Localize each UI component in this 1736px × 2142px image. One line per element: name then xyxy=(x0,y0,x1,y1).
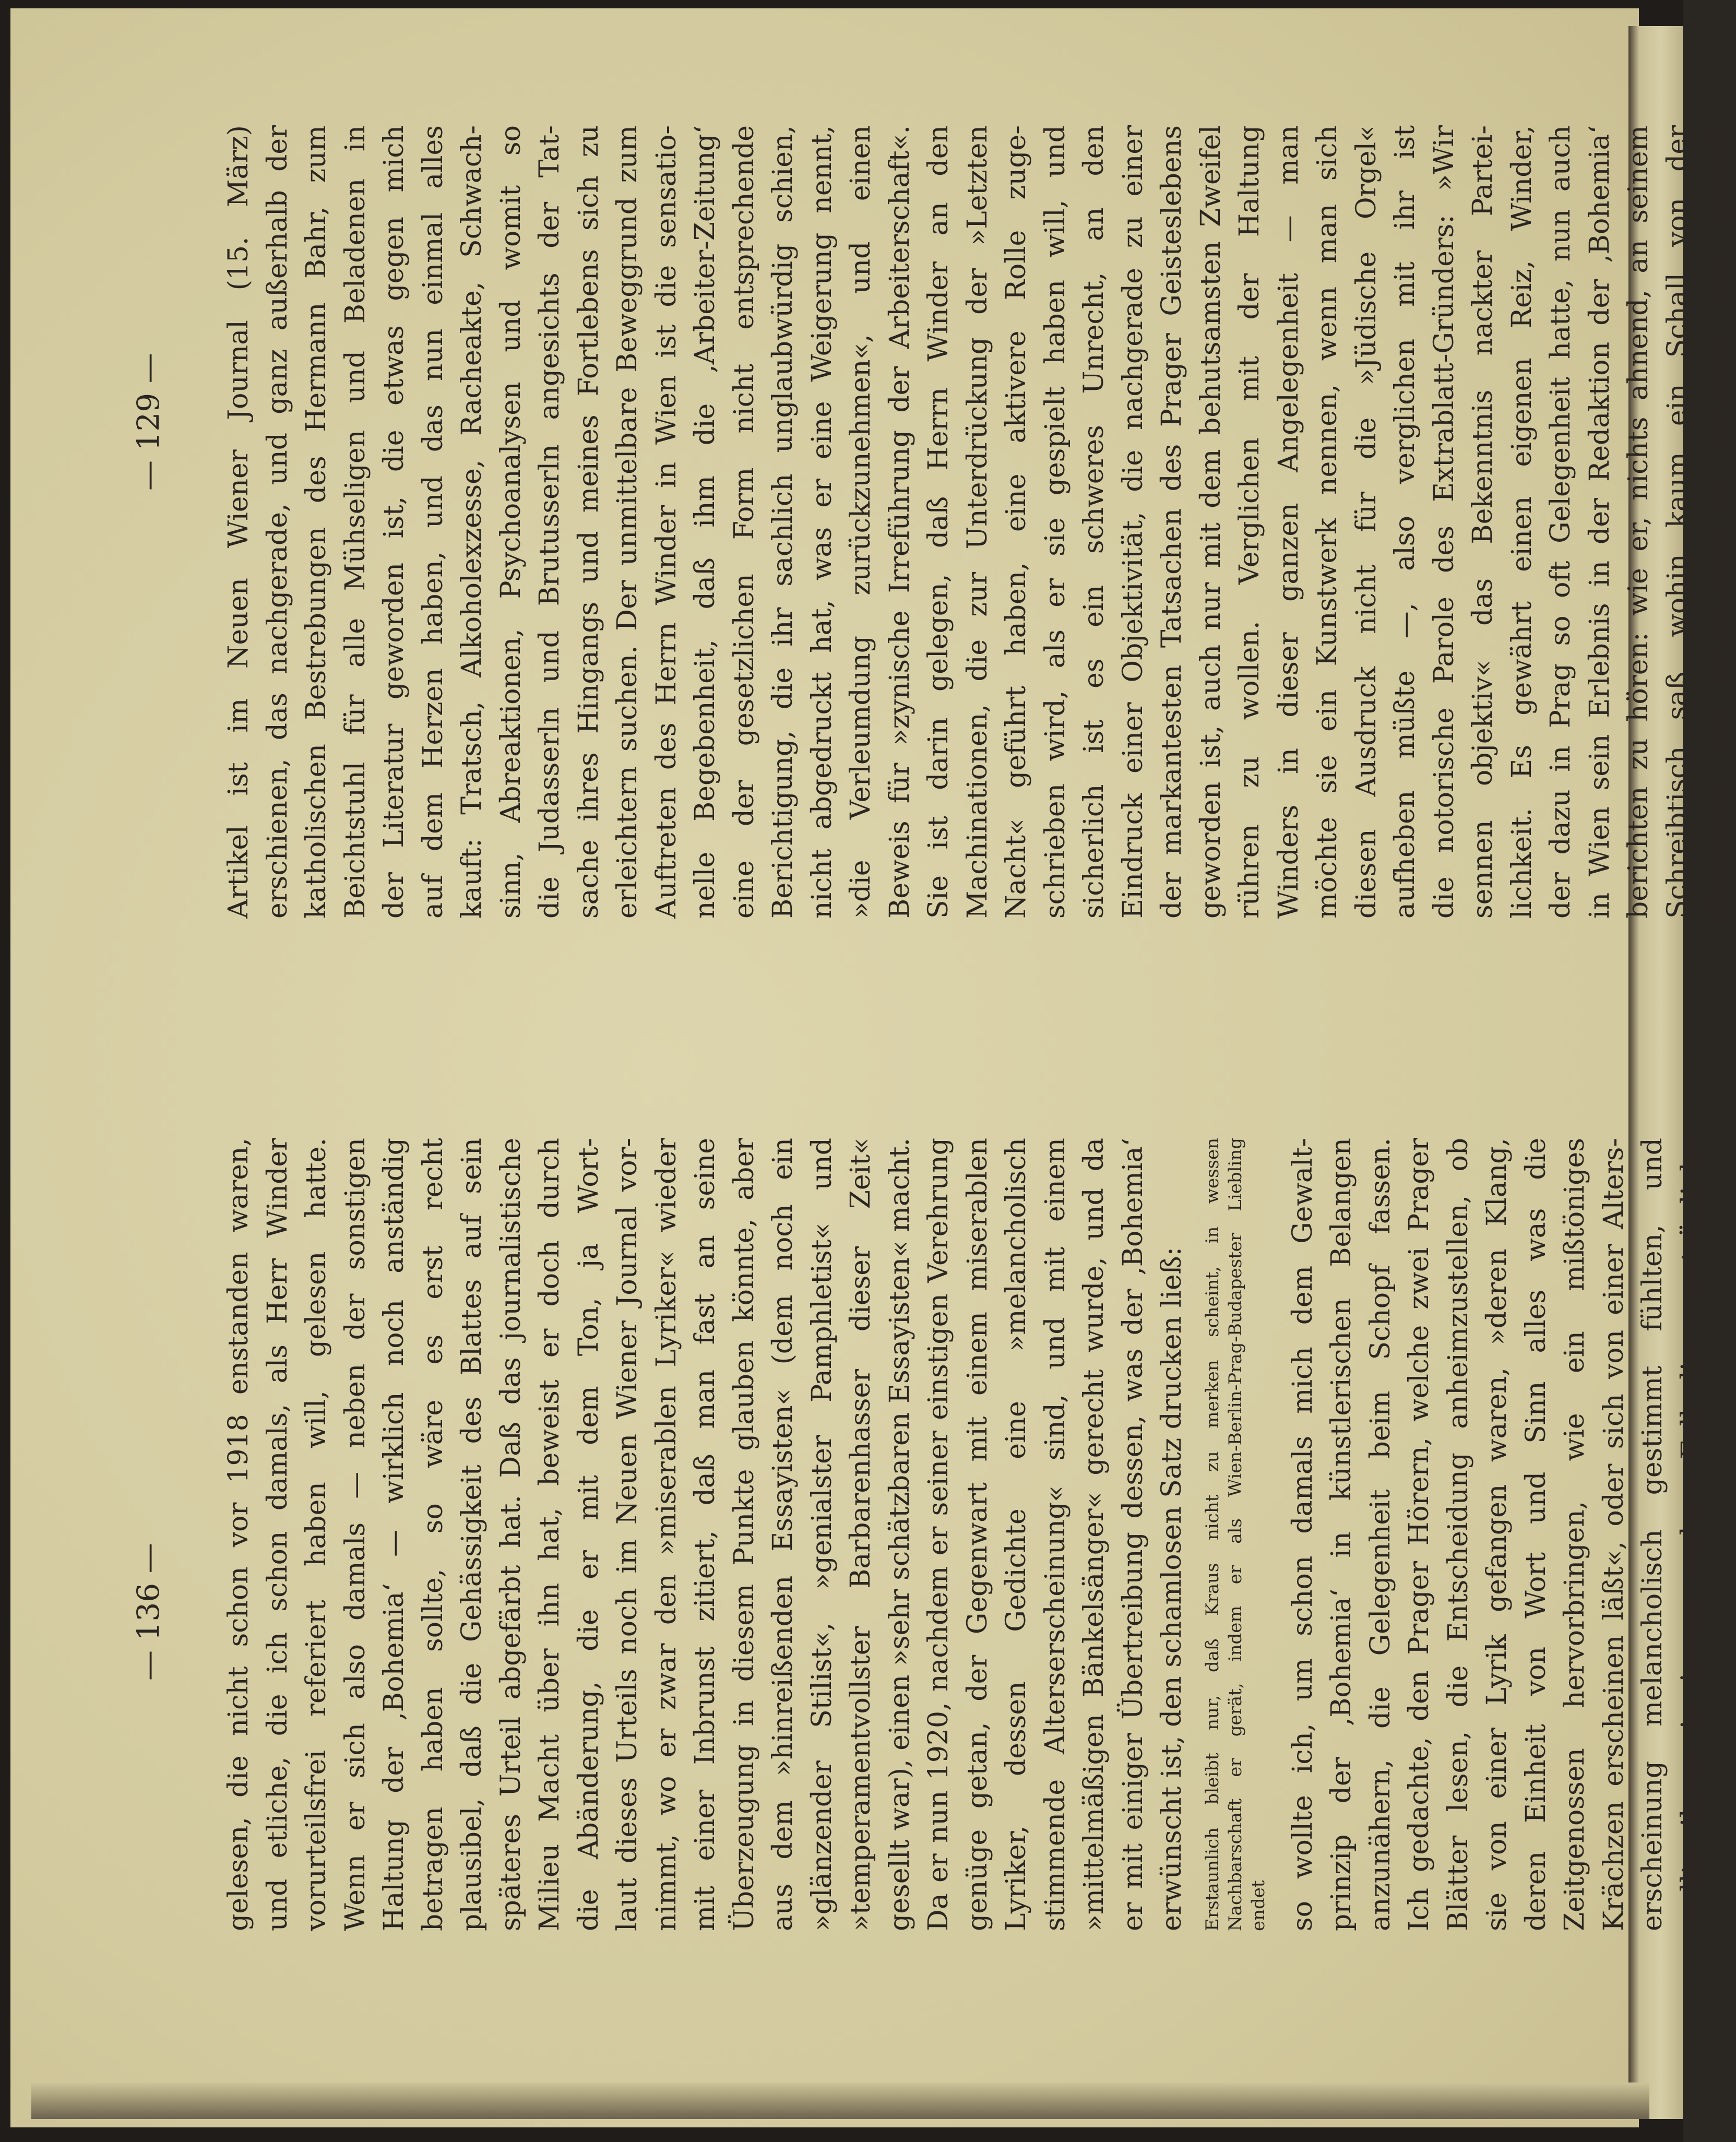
text-line: endet xyxy=(1247,1880,1269,1931)
text-line: eine der gesetzlichen Form nicht entsprechende xyxy=(728,125,760,919)
text-line: Sie ist darin gelegen, daß Herrn Winder an den xyxy=(923,125,954,919)
text-line: erleichtern suchen. Der unmittelbare Beweggrund zum xyxy=(612,125,643,919)
text-line: Auftreten des Herrn Winder in Wien ist die sensatio- xyxy=(650,125,682,919)
text-line: die Abänderung, die er mit dem Ton, ja Wort- xyxy=(573,1138,604,1931)
text-line: betragen haben sollte, so wäre es erst recht xyxy=(417,1138,449,1931)
text-line: vorurteilsfrei referiert haben will, gelesen hatte. xyxy=(301,1138,332,1931)
text-line: Berichtigung, die ihr sachlich unglaubwürdig schien, xyxy=(767,125,799,919)
text-line: sache ihres Hingangs und meines Fortlebens sich zu xyxy=(573,125,604,919)
text-line: Ich gedachte, den Prager Hörern, welche zwei Prager xyxy=(1404,1138,1435,1931)
text-line: genüge getan, der Gegenwart mit einem miserablen xyxy=(961,1138,993,1931)
text-line: diesen Ausdruck nicht für die »Jüdische Orgel« xyxy=(1350,125,1382,919)
text-line: Nacht« geführt haben, eine aktivere Rolle zuge- xyxy=(1001,125,1032,919)
text-line: kauft: Tratsch, Alkoholexzesse, Racheakte, Schwach- xyxy=(456,125,487,919)
text-line: »glänzender Stilist«, »genialster Pamphletist« und xyxy=(806,1138,838,1931)
text-line: mit einer Inbrunst zitiert, daß man fast an seine xyxy=(689,1138,721,1931)
text-line: späteres Urteil abgefärbt hat. Daß das journalistische xyxy=(495,1138,527,1931)
text-line: deren Einheit von Wort und Sinn alles was die xyxy=(1520,1138,1552,1931)
text-line: erscheinung melancholisch gestimmt fühlten, und xyxy=(1637,1138,1668,1931)
text-line: nelle Begebenheit, daß ihm die ‚Arbeiter-Zeitung‘ xyxy=(689,125,721,919)
text-line: Schreibtisch saß, wohin kaum ein Schall von der xyxy=(1661,125,1693,919)
text-line: »mittelmäßigen Bänkelsänger« gerecht wurde, und da xyxy=(1078,1138,1110,1931)
text-line: sie von einer Lyrik gefangen waren, »deren Klang, xyxy=(1481,1138,1513,1931)
text-line: plausibel, daß die Gehässigkeit des Blattes auf sein xyxy=(456,1138,487,1931)
text-line: sinn, Abreaktionen, Psychoanalysen und womit so xyxy=(495,125,527,919)
text-line: nimmt, wo er zwar den »miserablen Lyriker« wieder xyxy=(650,1138,682,1931)
text-line: Brandung des redaktionellen Treibens und speziell xyxy=(1701,125,1732,919)
page-stack-edge xyxy=(31,2082,1649,2119)
text-line: Krächzen erscheinen läßt«, oder sich von einer Alters- xyxy=(1598,1138,1630,1931)
footnote xyxy=(1201,1138,1270,1931)
text-line: gelesen, die nicht schon vor 1918 enstanden waren, xyxy=(223,1138,254,1931)
text-line: nicht abgedruckt hat, was er eine Weigerung nennt, xyxy=(806,125,838,919)
text-line: Winders in dieser ganzen Angelegenheit — man xyxy=(1273,125,1304,919)
text-line: »temperamentvollster Barbarenhasser dieser Zeit« xyxy=(845,1138,876,1931)
text-line: aufheben müßte —, also verglichen mit ihr ist xyxy=(1389,125,1421,919)
text-line: er mit einiger Übertreibung dessen, was der ‚Bohemia‘ xyxy=(1117,1138,1149,1931)
text-line: prinzip der ‚Bohemia‘ in künstlerischen Belangen xyxy=(1326,1138,1357,1931)
text-line: stimmende Alterserscheinung« sind, und mit einem xyxy=(1039,1138,1071,1931)
text-line: Machinationen, die zur Unterdrückung der »Letzten xyxy=(961,125,993,919)
text-line: katholischen Bestrebungen des Hermann Bahr, zum xyxy=(301,125,332,919)
text-line: der dazu in Prag so oft Gelegenheit hatte, nun auch xyxy=(1545,125,1576,919)
text-line: anzunähern, die Gelegenheit beim Schopf fassen. xyxy=(1364,1138,1396,1931)
text-line: lichkeit. Es gewährt einen eigenen Reiz, Winder, xyxy=(1506,125,1538,919)
text-line: so wollte ich, um schon damals mich dem Gewalt- xyxy=(1287,1138,1318,1931)
text-line: berichten zu hören: wie er, nichts ahnend, an seinem xyxy=(1623,125,1654,919)
paragraph-after-footnote xyxy=(1283,1138,1711,1931)
text-line: die Judasserln und Brutusserln angesichts der Tat- xyxy=(534,125,565,919)
text-line: erschienen, das nachgerade, und ganz außerhalb der xyxy=(261,125,293,919)
text-line: Beweis für »zynische Irreführung der Arbeiterschaft«. xyxy=(884,125,915,919)
text-line: rühren zu wollen. Verglichen mit der Haltung xyxy=(1234,125,1265,919)
text-line: gesellt war), einen »sehr schätzbaren Essayisten« macht. xyxy=(884,1138,915,1931)
text-line: Nachbarschaft er gerät, indem er als Wien-Berlin-Prag-Budapester Liebling xyxy=(1224,1138,1246,1931)
text-line: die notorische Parole des Extrablatt-Gründers: »Wir xyxy=(1428,125,1460,919)
text-line: der markantesten Tatsachen des Prager Geisteslebens xyxy=(1156,125,1187,919)
text-line: Blätter lesen, die Entscheidung anheimzustellen, ob xyxy=(1442,1138,1474,1931)
text-line: Erstaunlich bleibt nur, daß Kraus nicht zu merken scheint, in wessen xyxy=(1202,1138,1223,1931)
text-line: sicherlich ist es ein schweres Unrecht, an den xyxy=(1078,125,1110,919)
text-line: Zeitgenossen hervorbringen, wie ein mißtöniges xyxy=(1559,1138,1590,1931)
text-line: Haltung der ‚Bohemia‘ — wirklich noch anständig xyxy=(378,1138,410,1931)
text-line: und etliche, die ich schon damals, als Herr Winder xyxy=(261,1138,293,1931)
text-line: Artikel ist im Neuen Wiener Journal (15. März) xyxy=(223,125,254,919)
paragraph-before-footnote xyxy=(219,1138,1192,1931)
text-line: aus dem »hinreißenden Essayisten« (dem noch ein xyxy=(767,1138,799,1931)
text-line: wollte ihnen in jenem andern Fall die unerträgliche xyxy=(1675,1138,1707,1931)
text-line: sennen objektiv« das Bekenntnis nackter Partei- xyxy=(1467,125,1499,919)
page-number-right: — 129 — xyxy=(130,353,166,491)
text-line: Wenn er sich also damals — neben der sonstigen xyxy=(339,1138,371,1931)
text-column-left xyxy=(219,1138,1711,1931)
text-line: »die Verleumdung zurückzunehmen«, und einen xyxy=(845,125,876,919)
text-line: schrieben wird, als er sie gespielt haben will, und xyxy=(1039,125,1071,919)
page-number-left: — 136 — xyxy=(130,1543,166,1681)
text-line: auf dem Herzen haben, und das nun einmal alles xyxy=(417,125,449,919)
text-line: Da er nun 1920, nachdem er seiner einstigen Verehrung xyxy=(923,1138,954,1931)
text-line: möchte sie ein Kunstwerk nennen, wenn man sich xyxy=(1312,125,1343,919)
text-line: Überzeugung in diesem Punkte glauben könnte, aber xyxy=(728,1138,760,1931)
text-line: geworden ist, auch nur mit dem behutsamsten Zweifel xyxy=(1195,125,1227,919)
text-line: Lyriker, dessen Gedichte eine »melancholisch xyxy=(1001,1138,1032,1931)
text-line: laut dieses Urteils noch im Neuen Wiener Journal vor- xyxy=(612,1138,643,1931)
text-line: Eindruck einer Objektivität, die nachgerade zu einer xyxy=(1117,125,1149,919)
text-line: der Literatur geworden ist, die etwas gegen mich xyxy=(378,125,410,919)
text-line: in Wien sein Erlebnis in der Redaktion der ‚Bohemia‘ xyxy=(1584,125,1615,919)
text-column-right xyxy=(219,125,1736,919)
text-line: Beichtstuhl für alle Mühseligen und Beladenen in xyxy=(339,125,371,919)
text-line: Milieu Macht über ihn hat, beweist er doch durch xyxy=(534,1138,565,1931)
text-line: erwünscht ist, den schamlosen Satz drucken ließ: xyxy=(1156,1246,1187,1931)
